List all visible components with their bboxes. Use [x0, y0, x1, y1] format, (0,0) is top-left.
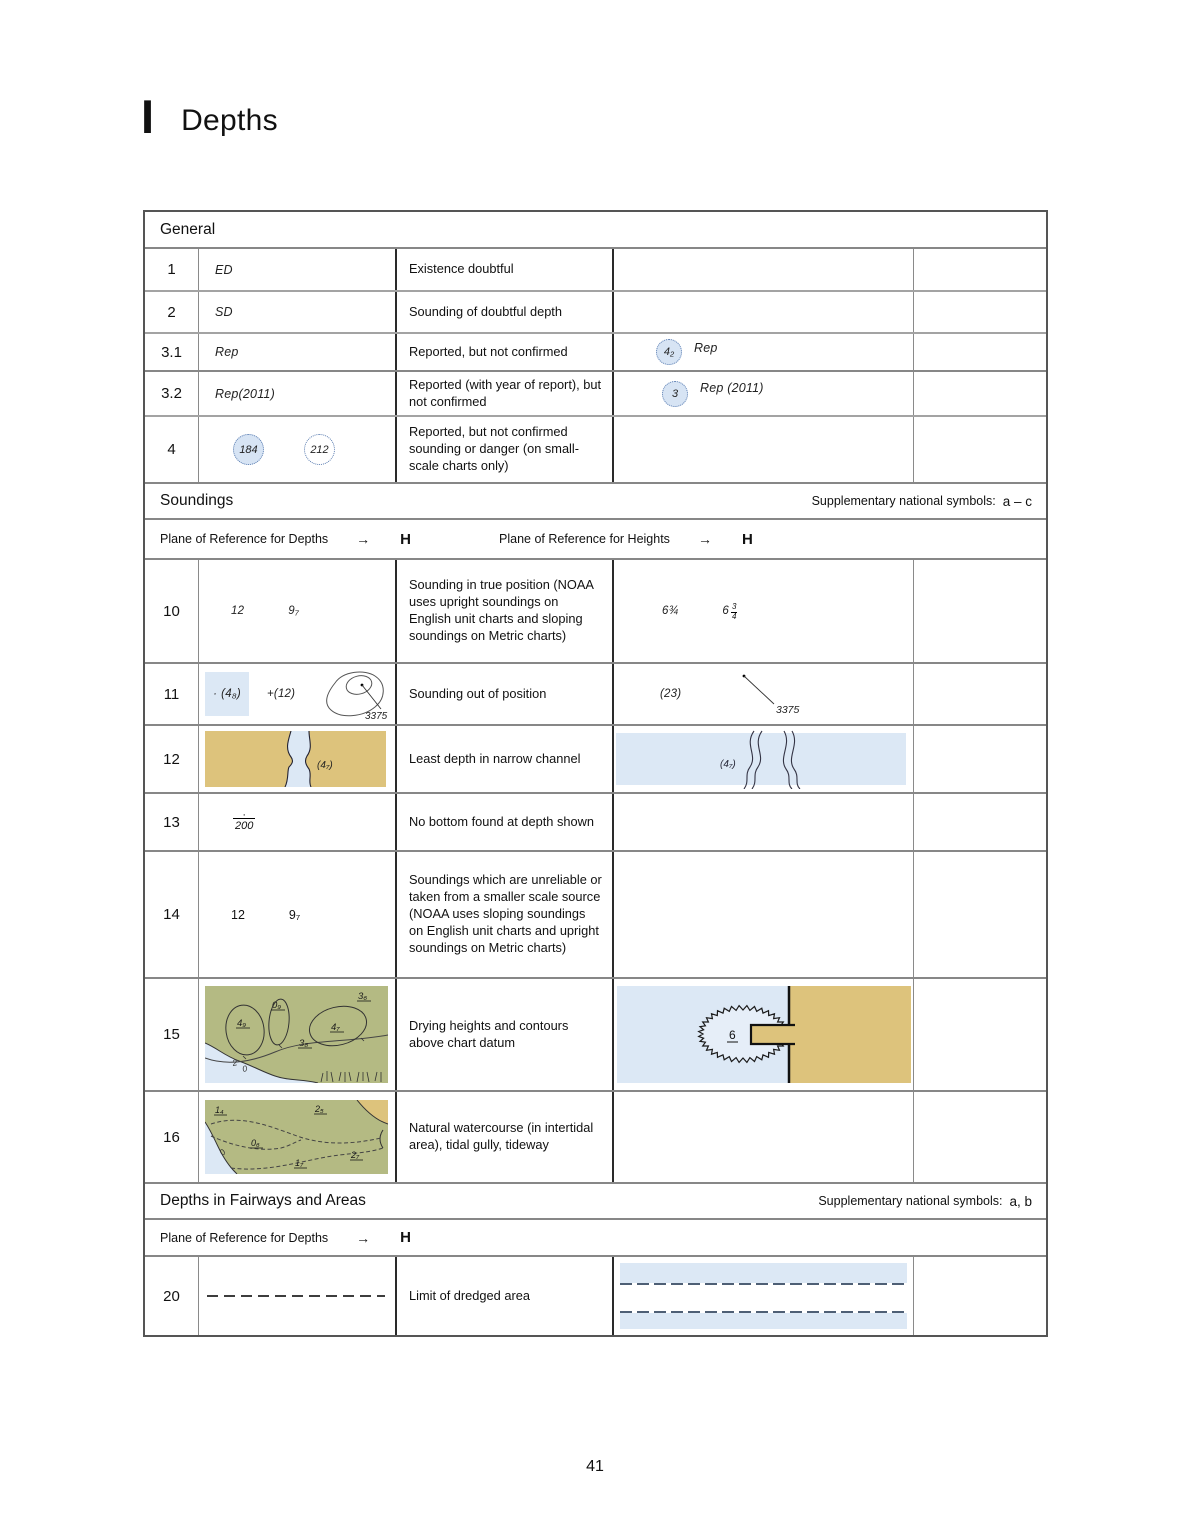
stacked-fraction-sounding	[722, 602, 737, 620]
int-abbreviation: Rep	[215, 345, 239, 359]
plane-depths-label: Plane of Reference for Depths	[160, 532, 329, 546]
row-number: 1	[167, 261, 176, 278]
plane-heights-label: Plane of Reference for Heights	[499, 532, 670, 546]
dredged-limit-dashed-line	[207, 1295, 385, 1297]
dredged-area-strip	[620, 1313, 907, 1329]
row-number: 4	[167, 441, 176, 458]
depth-value: 200	[235, 819, 254, 832]
supplementary-label: Supplementary national symbols:	[818, 1194, 1003, 1208]
leader-line-symbol	[736, 666, 856, 722]
row-number: 16	[163, 1128, 180, 1146]
row-description: Sounding in true position (NOAA uses upright soundings on English unit charts and sloping soundings on Metric charts)	[409, 577, 594, 643]
drying-height-label: 2₇	[351, 1150, 360, 1160]
page-number: 41	[586, 1458, 604, 1475]
contour-label: 2	[231, 1057, 239, 1068]
table-row-10	[145, 558, 1046, 662]
table-row-1	[145, 247, 1046, 290]
contour-label: 0	[217, 1147, 228, 1158]
row-description: Reported, but not confirmed	[409, 343, 568, 359]
narrow-channel-noaa-graphic	[616, 729, 913, 789]
reported-danger-circle: 212	[304, 434, 335, 465]
row-number: 11	[163, 685, 180, 703]
fraction-integer: 6	[722, 605, 729, 617]
row-number: 13	[163, 813, 180, 831]
table-row-14	[145, 850, 1046, 977]
section-title: Depths in Fairways and Areas	[160, 1192, 366, 1209]
page-title-text: Depths	[181, 104, 278, 137]
dredged-area-strip	[620, 1263, 907, 1283]
arrow-right-icon: →	[356, 531, 371, 547]
arrow-right-icon: →	[356, 1229, 371, 1246]
reported-sounding-circle: 3	[662, 381, 688, 407]
no-bottom-found-symbol	[233, 808, 255, 832]
row-description: No bottom found at depth shown	[409, 813, 594, 829]
plane-ref-value: H	[400, 1229, 411, 1246]
out-of-position-sounding-box	[205, 672, 249, 716]
contour-label: 0	[241, 1063, 249, 1074]
drying-heights-graphic	[205, 986, 388, 1083]
plane-ref-value: H	[741, 530, 753, 548]
rep-label: Rep	[694, 341, 718, 355]
section-letter: I	[141, 90, 155, 143]
sounding-symbol: 12	[231, 907, 245, 922]
row-number: 20	[163, 1287, 180, 1305]
drying-height-label: 3₆	[358, 991, 368, 1002]
drying-height-label: 0₉	[272, 1000, 282, 1011]
least-depth-label: (4₇)	[720, 759, 736, 770]
table-row-15	[145, 977, 1046, 1090]
drying-height-label: 1₄	[215, 1105, 224, 1115]
fraction-sounding: 6¾	[662, 605, 679, 617]
drying-heights-noaa-graphic	[617, 986, 911, 1083]
row-number: 14	[163, 906, 180, 923]
section-header-soundings	[145, 482, 1046, 518]
row-description: Reported, but not confirmed sounding or danger (on small-scale charts only)	[409, 424, 580, 473]
tidal-gully-graphic	[205, 1100, 388, 1174]
int-abbreviation: Rep(2011)	[215, 386, 275, 401]
table-row-16	[145, 1090, 1046, 1182]
supplementary-label: Supplementary national symbols:	[811, 494, 996, 508]
row-description: Natural watercourse (in intertidal area), tidal gully, tideway	[409, 1120, 594, 1152]
plane-of-reference-row	[145, 1218, 1046, 1255]
table-row-11	[145, 662, 1046, 724]
plane-ref-value: H	[400, 530, 411, 548]
reported-danger-circle: 184	[233, 434, 264, 465]
reported-sounding-circle: 4₂	[656, 339, 682, 365]
position-dot: ·	[213, 688, 218, 700]
drying-height-label: 0₆	[251, 1138, 260, 1148]
drying-height-label: 6	[729, 1028, 736, 1042]
least-depth-label: (4₇)	[317, 760, 333, 771]
drying-height-label: 2₅	[315, 1104, 324, 1114]
row-number: 15	[163, 1026, 180, 1043]
drying-height-label: 4₇	[331, 1022, 340, 1033]
table-row-3-2	[145, 370, 1046, 415]
drying-height-label: 1₇	[295, 1158, 304, 1168]
dredged-area-noaa-graphic	[614, 1256, 913, 1336]
sounding-symbol: 9₇	[288, 907, 301, 922]
table-row-2	[145, 290, 1046, 332]
row-number: 10	[163, 602, 180, 620]
supplementary-range: a, b	[1009, 1193, 1032, 1209]
plane-of-reference-row	[145, 518, 1046, 558]
row-description: Sounding of doubtful depth	[409, 303, 562, 319]
narrow-channel-graphic	[205, 731, 386, 787]
fraction-numerator: 3	[732, 602, 737, 612]
table-row-4	[145, 415, 1046, 482]
fraction-denominator: 4	[732, 611, 737, 621]
drying-height-label: 3₈	[299, 1038, 309, 1049]
table-row-12	[145, 724, 1046, 792]
row-description: Limit of dredged area	[409, 1287, 530, 1303]
row-description: Drying heights and contours above chart datum	[409, 1017, 569, 1050]
drying-height-label: 4₉	[237, 1018, 247, 1029]
row-number: 12	[163, 750, 180, 768]
leader-sounding-label: 3375	[365, 711, 388, 721]
arrow-right-icon: →	[697, 531, 712, 547]
table-row-13	[145, 792, 1046, 850]
rep-year-label: Rep (2011)	[700, 381, 764, 395]
row-description: Sounding out of position	[409, 685, 547, 701]
row-description: Least depth in narrow channel	[409, 750, 581, 766]
row-number: 3.2	[161, 385, 182, 402]
symbols-table	[143, 210, 1048, 1337]
section-title: Soundings	[160, 492, 234, 509]
leader-sounding-label: 3375	[776, 704, 800, 716]
bracketed-sounding: (23)	[660, 688, 682, 700]
row-number: 2	[167, 303, 176, 321]
bracketed-sounding: (4₈)	[221, 688, 241, 700]
row-description: Reported (with year of report), but not confirmed	[409, 376, 602, 409]
row-number: 3.1	[161, 343, 182, 361]
table-row-20	[145, 1255, 1046, 1335]
row-description: Existence doubtful	[409, 261, 514, 277]
section-header-general	[145, 212, 1046, 247]
section-header-fairways	[145, 1182, 1046, 1218]
supplementary-range: a – c	[1002, 493, 1032, 509]
symbol-dot: ·	[242, 808, 247, 821]
table-row-3-1	[145, 332, 1046, 370]
page-title	[141, 90, 278, 143]
sounding-symbol: 9₇	[288, 605, 300, 617]
plus-bracketed-sounding: +(12)	[267, 688, 296, 700]
int-abbreviation: ED	[215, 262, 233, 277]
section-title: General	[160, 220, 216, 238]
int-abbreviation: SD	[215, 305, 233, 319]
row-description: Soundings which are unreliable or taken from a smaller scale source (NOAA uses sloping soundings on English unit charts and upright soundings on Metric charts)	[409, 872, 602, 955]
sounding-symbol: 12	[231, 605, 245, 617]
plane-depths-label: Plane of Reference for Depths	[160, 1230, 329, 1245]
contour-leader-symbol	[307, 667, 393, 721]
